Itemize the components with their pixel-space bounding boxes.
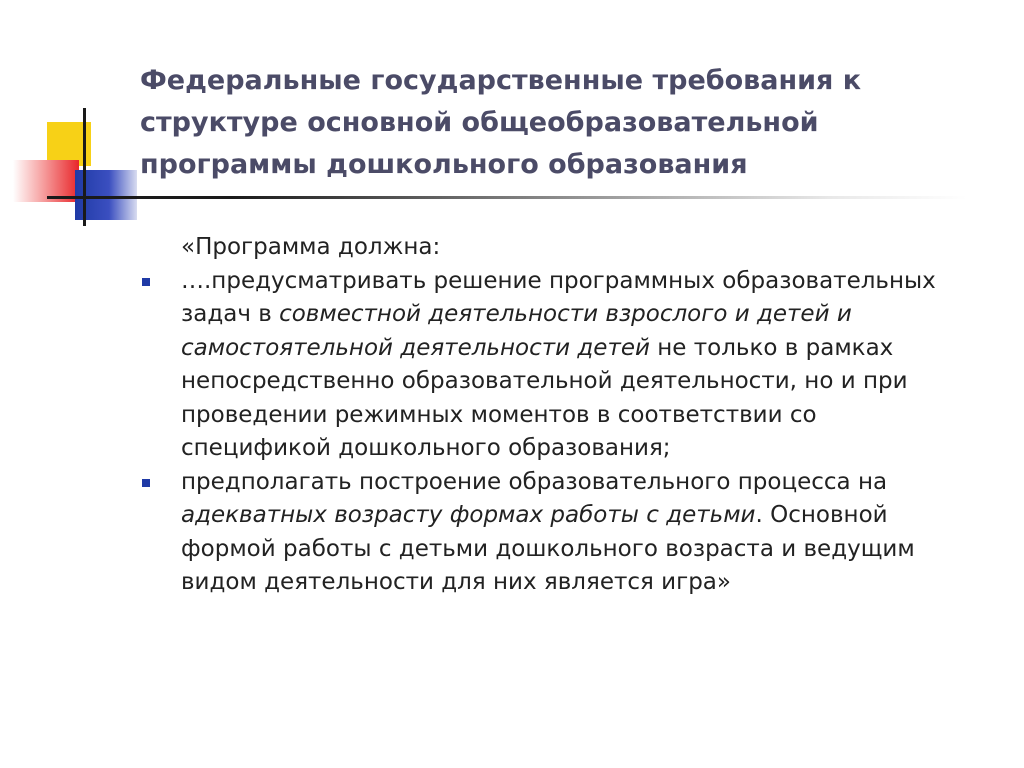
slide-title bbox=[140, 60, 990, 186]
bullet-square-icon bbox=[142, 278, 150, 286]
title-line: структуре основной общеобразовательной bbox=[140, 107, 819, 138]
bullet-square-icon bbox=[142, 479, 150, 487]
title-line: программы дошкольного образования bbox=[140, 149, 748, 180]
intro-text: «Программа должна: bbox=[181, 234, 441, 260]
bullet-item-2: предполагать построение образовательного процесса на адекватных возрасту формах работы с детьми. Основной формой работы с детьми дошкольного возраста и ведущим видом деятельности для них является игра» bbox=[181, 466, 1001, 600]
title-line: Федеральные государственные требования к bbox=[140, 65, 862, 96]
slide-body bbox=[181, 231, 1001, 600]
title-underline bbox=[47, 196, 967, 199]
logo-vertical-line bbox=[83, 108, 86, 226]
bullet-item-1: ….предусматривать решение программных образовательных задач в совместной деятельности взрослого и детей и самостоятельной деятельности детей не только в рамках непосредственно образовательной деятельности, но и при проведении режимных моментов в соответствии со спецификой дошкольного образования; bbox=[181, 265, 1001, 466]
